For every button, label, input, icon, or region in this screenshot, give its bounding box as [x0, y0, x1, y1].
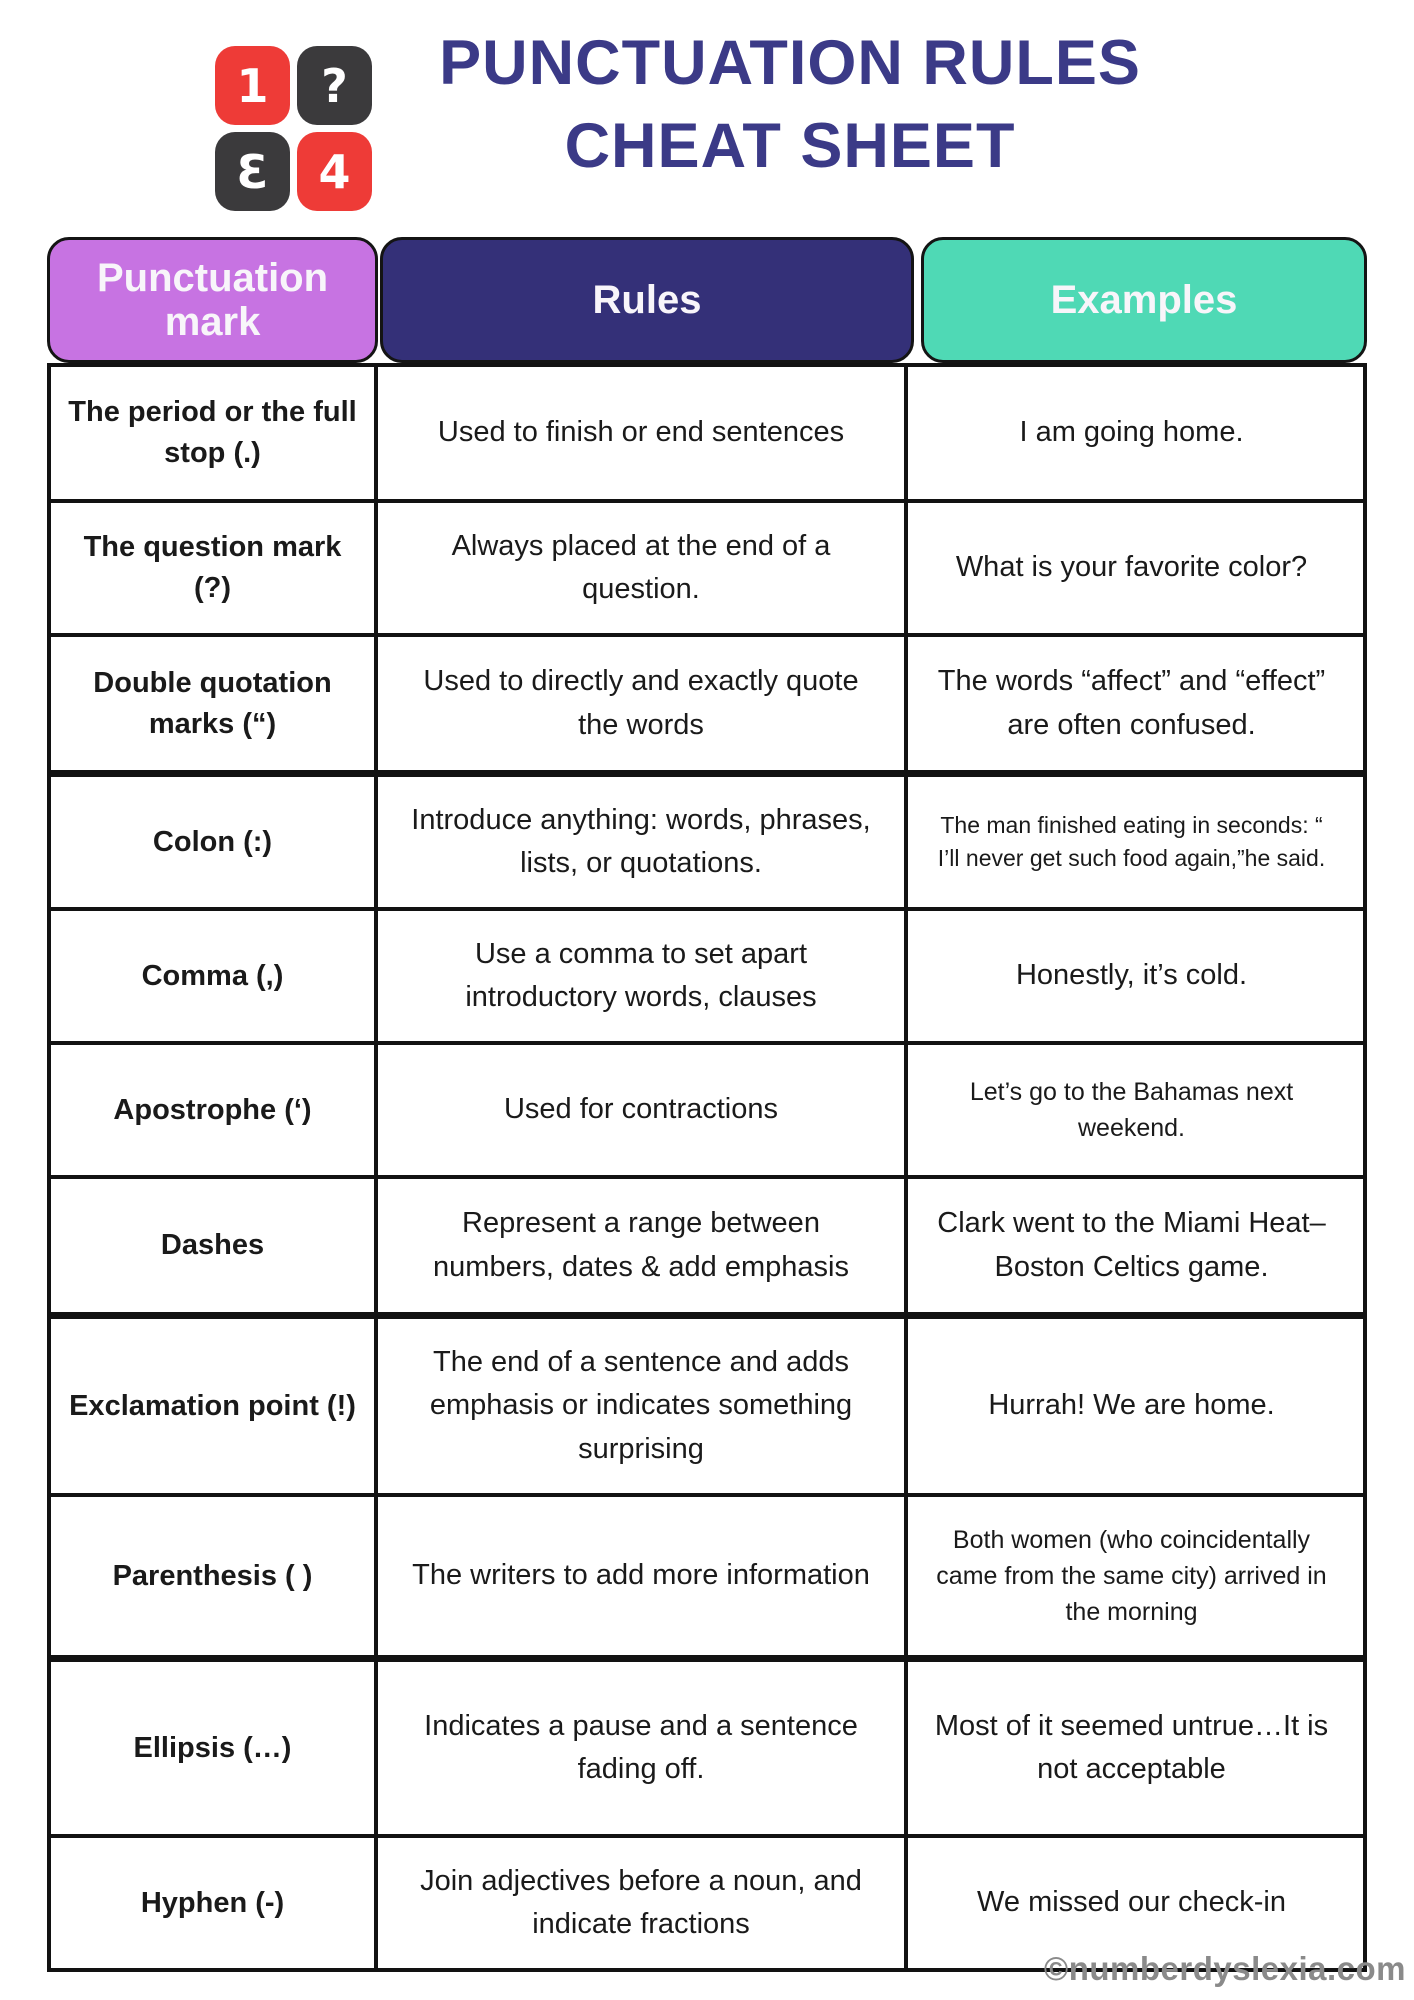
rule-cell: Use a comma to set apart introductory words, clauses: [378, 911, 908, 1041]
table-row: [51, 503, 1363, 637]
rule-cell: Represent a range between numbers, dates & add emphasis: [378, 1179, 908, 1312]
table-row: [51, 1497, 1363, 1662]
mark-cell: Parenthesis ( ): [51, 1497, 378, 1655]
rule-cell: Introduce anything: words, phrases, lists, or quotations.: [378, 777, 908, 907]
table-row: [51, 1838, 1363, 1968]
table-row: [51, 1319, 1363, 1497]
table-row: [51, 1662, 1363, 1838]
rule-cell: The end of a sentence and adds emphasis or indicates something surprising: [378, 1319, 908, 1493]
example-cell: We missed our check-in: [977, 1886, 1286, 1919]
mark-cell: Apostrophe (‘): [51, 1045, 378, 1175]
mark-cell: Colon (:): [51, 777, 378, 907]
rule-cell: Used for contractions: [378, 1045, 908, 1175]
rule-cell: The writers to add more information: [378, 1497, 908, 1655]
example-cell: Hurrah! We are home.: [988, 1389, 1275, 1422]
table-row: [51, 911, 1363, 1045]
mark-cell: Dashes: [51, 1179, 378, 1312]
mark-cell: The period or the full stop (.): [51, 367, 378, 499]
mark-cell: The question mark (?): [51, 503, 378, 633]
table-row: [51, 367, 1363, 503]
column-header-punctuation-mark: Punctuation mark: [47, 237, 378, 363]
rule-cell: Indicates a pause and a sentence fading off.: [378, 1662, 908, 1834]
example-cell: The words “affect” and “effect” are often confused.: [937, 665, 1326, 741]
copyright-credit: ©numberdyslexia.com: [1043, 1950, 1406, 1987]
table-row: [51, 777, 1363, 911]
rule-cell: Used to directly and exactly quote the words: [378, 637, 908, 770]
mark-cell: Comma (,): [51, 911, 378, 1041]
rule-cell: Join adjectives before a noun, and indicate fractions: [378, 1838, 908, 1968]
logo-tile-question: ?: [297, 46, 372, 125]
page-title: [370, 22, 1210, 188]
page-title-line2: CHEAT SHEET: [564, 111, 1016, 182]
logo-tile-3: Ɛ: [215, 132, 290, 211]
example-cell: The man finished eating in seconds: “ I’ll never get such food again,”he said.: [937, 811, 1326, 871]
page-title-line1: PUNCTUATION RULES: [439, 28, 1141, 98]
table-row: [51, 637, 1363, 777]
example-cell: Both women (who coincidentally came from the same city) arrived in the morning: [936, 1525, 1327, 1627]
example-cell: Clark went to the Miami Heat– Boston Celtics game.: [937, 1207, 1326, 1283]
table-body: [47, 363, 1367, 1972]
example-cell: I am going home.: [1019, 416, 1244, 449]
logo-tile-1: 1: [215, 46, 290, 125]
table-row: [51, 1045, 1363, 1179]
table-row: [51, 1179, 1363, 1319]
example-cell: Honestly, it’s cold.: [1015, 959, 1248, 992]
mark-cell: Ellipsis (…): [51, 1662, 378, 1834]
mark-cell: Hyphen (-): [51, 1838, 378, 1968]
logo-tile-4: 4: [297, 132, 372, 211]
example-cell: What is your favorite color?: [955, 551, 1308, 584]
example-cell: Let’s go to the Bahamas next weekend.: [969, 1077, 1294, 1142]
rule-cell: Used to finish or end sentences: [378, 367, 908, 499]
example-cell: Most of it seemed untrue…It is not acceptable: [934, 1709, 1329, 1785]
column-header-examples: Examples: [921, 237, 1367, 363]
rule-cell: Always placed at the end of a question.: [378, 503, 908, 633]
mark-cell: Exclamation point (!): [51, 1319, 378, 1493]
table-header-row: [47, 237, 1367, 363]
number-tiles-logo: [215, 46, 372, 211]
mark-cell: Double quotation marks (“): [51, 637, 378, 770]
column-header-rules: Rules: [380, 237, 914, 363]
punctuation-table: [47, 237, 1367, 1972]
